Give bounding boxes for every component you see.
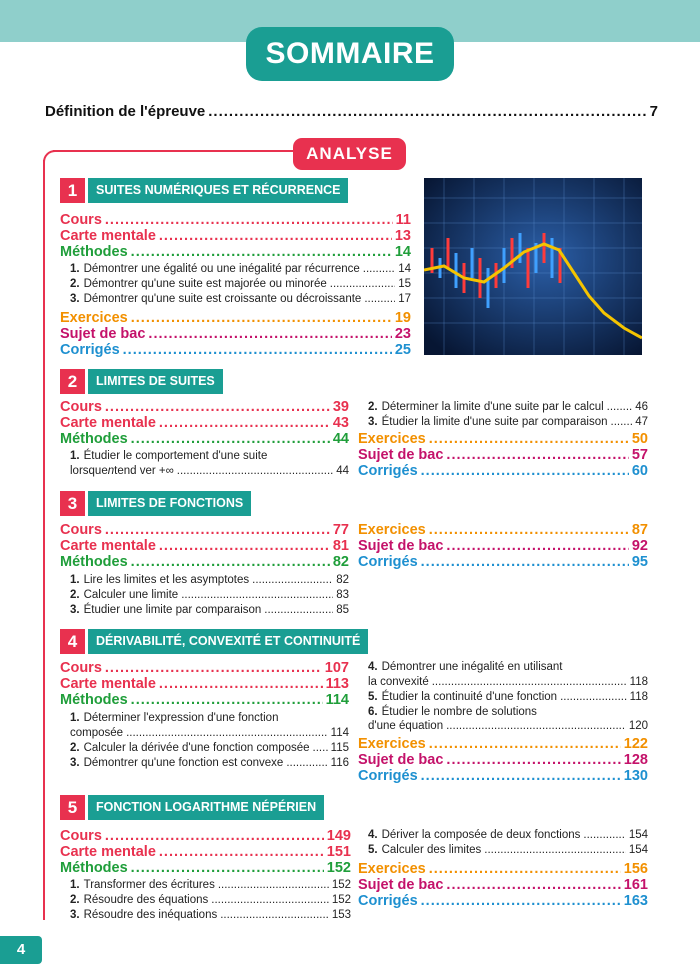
method-text: Démontrer qu'une fonction est convexe [83,757,284,769]
method-page: 154 [628,844,648,856]
entry-label: Exercices [358,861,426,877]
method-page: 120 [628,720,648,732]
chapter-5-cours[interactable] [60,828,351,845]
method-number: 1. [70,574,80,586]
chapter-2-heading [60,369,223,394]
entry-label: Sujet de bac [358,877,444,893]
method-number: 1. [70,263,80,275]
chapter-3-exercices[interactable] [358,522,648,539]
leader-dots [131,860,324,877]
method-text: Étudier le comportement d'une suite [83,450,268,462]
chapter-title: FONCTION LOGARITHME NÉPÉRIEN [88,795,324,820]
leader-dots [159,415,330,432]
chapter-2-cours[interactable] [60,399,349,416]
chapter-1-methodes[interactable] [60,244,411,261]
entry-label: Méthodes [60,554,128,570]
entry-label: Exercices [60,310,128,326]
entry-label: Carte mentale [60,415,156,431]
stock-chart-photo [424,178,642,355]
leader-dots [330,277,395,292]
entry-label: Cours [60,660,102,676]
chapter-title: DÉRIVABILITÉ, CONVEXITÉ ET CONTINUITÉ [88,629,368,654]
entry-page: 60 [631,463,648,479]
leader-dots [208,103,646,120]
chapter-1-carte[interactable] [60,228,411,245]
chapter-1-heading [60,178,348,203]
entry-label: Méthodes [60,860,128,876]
method-number: 3. [70,604,80,616]
entry-page: 152 [326,860,351,876]
entry-page: 122 [623,736,648,752]
leader-dots [131,431,330,448]
method-text-continued: tend ver +∞ [114,465,174,477]
leader-dots [105,399,330,416]
entry-page: 11 [395,212,411,228]
method-number: 5. [368,691,378,703]
definition-page: 7 [649,103,658,120]
chapter-3-sujet[interactable] [358,538,648,555]
chapter-1-method-1[interactable] [70,262,411,277]
leader-dots [429,861,621,878]
entry-page: 130 [623,768,648,784]
chapter-5-exercices[interactable] [358,861,648,878]
method-number: 2. [70,894,80,906]
entry-label: Corrigés [358,463,418,479]
chapter-5-method-5[interactable] [368,843,648,858]
method-page: 15 [398,278,411,290]
entry-page: 163 [623,893,648,909]
chapter-4-method-3[interactable] [70,756,349,771]
entry-label: Carte mentale [60,676,156,692]
chapter-number: 3 [60,491,85,516]
entry-page: 161 [623,877,648,893]
chapter-5-sujet[interactable] [358,877,648,894]
method-number: 5. [368,844,378,856]
chapter-4-method-1-line-2[interactable] [70,726,349,741]
entry-page: 13 [394,228,411,244]
entry-label: Cours [60,828,102,844]
leader-dots [364,292,395,307]
leader-dots [560,690,627,705]
leader-dots [159,228,392,245]
method-text-continued: composée [70,727,124,739]
chapter-5-method-3[interactable] [70,908,351,923]
leader-dots [131,244,392,261]
leader-dots [313,741,328,756]
chapter-4-method-6-line-2[interactable] [368,719,648,734]
chapter-5-method-2[interactable] [70,893,351,908]
leader-dots [363,262,395,277]
method-number: 2. [70,589,80,601]
leader-dots [105,828,324,845]
leader-dots [159,844,324,861]
chapter-3-heading [60,491,251,516]
method-text: Démontrer une égalité ou une inégalité par récurrence [83,263,360,275]
entry-page: 151 [326,844,351,860]
leader-dots [432,675,627,690]
chapter-2-methodes[interactable] [60,431,349,448]
leader-dots [131,310,392,327]
method-number: 6. [368,706,378,718]
entry-page: 43 [332,415,349,431]
chapter-4-method-4-line-2[interactable] [368,675,648,690]
method-text: Déterminer la limite d'une suite par le calcul [381,401,604,413]
chapter-1-exercices[interactable] [60,310,411,327]
leader-dots [421,463,629,480]
chapter-4-heading [60,629,368,654]
method-page: 154 [628,829,648,841]
method-text: Démontrer qu'une suite est majorée ou minorée [83,278,327,290]
chapter-4-method-2[interactable] [70,741,349,756]
entry-label: Sujet de bac [358,538,444,554]
leader-dots [123,342,392,359]
entry-page: 23 [394,326,411,342]
method-text-continued: lorsque [70,465,108,477]
entry-page: 92 [631,538,648,554]
entry-label: Cours [60,399,102,415]
chapter-4-carte[interactable] [60,676,349,693]
entry-page: 77 [332,522,349,538]
entry-label: Cours [60,522,102,538]
method-number: 2. [70,278,80,290]
chapter-5-method-4[interactable] [368,828,648,843]
method-text: Démontrer qu'une suite est croissante ou décroissante [83,293,362,305]
chapter-4-method-6-line-1[interactable] [368,705,537,720]
entry-page: 156 [623,861,648,877]
section-frame-vertical [43,160,45,920]
method-page: 17 [398,293,411,305]
chapter-3-cours[interactable] [60,522,349,539]
chapter-5-heading [60,795,324,820]
method-text: Déterminer l'expression d'une fonction [83,712,279,724]
chapter-5-corriges[interactable] [358,893,648,910]
leader-dots [218,878,329,893]
method-page: 82 [336,574,349,586]
method-number: 2. [368,401,378,413]
chapter-2-sujet[interactable] [358,447,648,464]
entry-page: 19 [394,310,411,326]
entry-label: Exercices [358,431,426,447]
chapter-4-cours[interactable] [60,660,349,677]
method-number: 4. [368,829,378,841]
chapter-2-exercices[interactable] [358,431,648,448]
method-variable: n [107,465,115,477]
leader-dots [211,893,329,908]
leader-dots [583,828,625,843]
method-text: Calculer la dérivée d'une fonction composée [83,742,310,754]
entry-page: 114 [325,692,349,708]
entry-label: Sujet de bac [358,752,444,768]
method-page: 118 [629,676,648,688]
entry-page: 81 [332,538,349,554]
entry-page: 87 [631,522,648,538]
chapter-number: 2 [60,369,85,394]
entry-page: 95 [631,554,648,570]
chapter-3-method-2[interactable] [70,588,349,603]
entry-label: Exercices [358,522,426,538]
chapter-2-carte[interactable] [60,415,349,432]
leader-dots [611,415,633,430]
chapter-1-sujet[interactable] [60,326,411,343]
method-number: 4. [368,661,378,673]
page-title: SOMMAIRE [246,27,454,81]
entry-label: Exercices [358,736,426,752]
method-text: Transformer des écritures [83,879,215,891]
method-text: Étudier la limite d'une suite par comparaison [381,416,608,428]
chapter-4-method-4-line-1[interactable] [368,660,563,675]
method-number: 1. [70,879,80,891]
method-number: 3. [70,293,80,305]
method-page: 44 [336,465,349,477]
entry-label: Méthodes [60,692,128,708]
method-number: 1. [70,450,80,462]
method-number: 1. [70,712,80,724]
leader-dots [131,692,323,709]
chapter-3-method-3[interactable] [70,603,349,618]
method-page: 118 [629,691,648,703]
method-page: 85 [336,604,349,616]
chapter-2-method-1-line-1[interactable] [70,449,267,464]
leader-dots [484,843,626,858]
leader-dots [421,893,621,910]
leader-dots [446,752,620,769]
method-text: Calculer une limite [83,589,179,601]
method-page: 153 [331,909,351,921]
chapter-number: 1 [60,178,85,203]
chapter-2-method-2[interactable] [368,400,648,415]
entry-page: 113 [325,676,349,692]
leader-dots [446,538,628,555]
chapter-4-methodes[interactable] [60,692,349,709]
method-page: 116 [330,757,349,769]
entry-label: Corrigés [60,342,120,358]
leader-dots [159,538,330,555]
leader-dots [421,554,629,571]
chapter-5-method-1[interactable] [70,878,351,893]
chapter-4-exercices[interactable] [358,736,648,753]
leader-dots [446,447,628,464]
method-page: 14 [398,263,411,275]
definition-entry[interactable] [45,103,658,125]
chapter-4-method-1-line-1[interactable] [70,711,278,726]
leader-dots [446,719,626,734]
entry-label: Carte mentale [60,844,156,860]
leader-dots [105,660,322,677]
chapter-1-method-3[interactable] [70,292,411,307]
method-number: 3. [70,909,80,921]
entry-label: Corrigés [358,768,418,784]
entry-label: Carte mentale [60,538,156,554]
leader-dots [181,588,333,603]
section-frame-horizontal [53,150,296,152]
entry-page: 107 [324,660,349,676]
method-text: Calculer des limites [381,844,482,856]
leader-dots [159,676,323,693]
method-page: 114 [330,727,349,739]
method-number: 3. [368,416,378,428]
method-page: 83 [336,589,349,601]
chapter-2-method-3[interactable] [368,415,648,430]
method-text: Résoudre des inéquations [83,909,218,921]
entry-label: Carte mentale [60,228,156,244]
stock-chart-illustration [424,178,642,355]
method-text: Lire les limites et les asymptotes [83,574,250,586]
method-text: Démontrer une inégalité en utilisant [381,661,563,673]
leader-dots [421,768,621,785]
chapter-5-carte[interactable] [60,844,351,861]
chapter-number: 4 [60,629,85,654]
definition-label: Définition de l'épreuve [45,103,206,120]
chapter-2-method-1-line-2[interactable] [70,464,349,479]
chapter-5-methodes[interactable] [60,860,351,877]
chapter-1-method-2[interactable] [70,277,411,292]
entry-label: Corrigés [358,893,418,909]
chapter-title: SUITES NUMÉRIQUES ET RÉCURRENCE [88,178,348,203]
section-frame-corner [43,150,59,166]
entry-page: 50 [631,431,648,447]
entry-page: 25 [394,342,411,358]
method-page: 47 [635,416,648,428]
chapter-number: 5 [60,795,85,820]
chapter-title: LIMITES DE SUITES [88,369,223,394]
method-text: Dériver la composée de deux fonctions [381,829,581,841]
entry-page: 149 [326,828,351,844]
chapter-4-sujet[interactable] [358,752,648,769]
method-text: Résoudre des équations [83,894,209,906]
method-number: 2. [70,742,80,754]
leader-dots [177,464,333,479]
chapter-title: LIMITES DE FONCTIONS [88,491,251,516]
chapter-3-methodes[interactable] [60,554,349,571]
method-text: Étudier le nombre de solutions [381,706,537,718]
method-text: Étudier la continuité d'une fonction [381,691,558,703]
entry-label: Corrigés [358,554,418,570]
entry-page: 128 [623,752,648,768]
entry-label: Sujet de bac [358,447,444,463]
entry-page: 44 [332,431,349,447]
part-badge: ANALYSE [293,138,406,170]
method-number: 3. [70,757,80,769]
page-number: 4 [0,936,42,964]
leader-dots [264,603,333,618]
leader-dots [429,522,629,539]
leader-dots [220,908,329,923]
entry-label: Cours [60,212,102,228]
method-page: 46 [635,401,648,413]
chapter-1-cours[interactable] [60,212,411,229]
method-text: Étudier une limite par comparaison [83,604,262,616]
entry-page: 57 [631,447,648,463]
leader-dots [429,736,621,753]
leader-dots [607,400,633,415]
leader-dots [446,877,620,894]
leader-dots [105,522,330,539]
chapter-1-corriges[interactable] [60,342,411,359]
chapter-3-method-1[interactable] [70,573,349,588]
method-text-continued: d'une équation [368,720,444,732]
chapter-4-method-5[interactable] [368,690,648,705]
leader-dots [148,326,391,343]
leader-dots [252,573,333,588]
leader-dots [105,212,393,229]
leader-dots [286,756,327,771]
method-page: 152 [331,879,351,891]
leader-dots [131,554,330,571]
chapter-4-corriges[interactable] [358,768,648,785]
chapter-3-corriges[interactable] [358,554,648,571]
leader-dots [429,431,629,448]
chapter-3-carte[interactable] [60,538,349,555]
entry-page: 82 [332,554,349,570]
method-text-continued: la convexité [368,676,429,688]
entry-page: 39 [332,399,349,415]
chapter-2-corriges[interactable] [358,463,648,480]
entry-page: 14 [394,244,411,260]
method-page: 152 [331,894,351,906]
leader-dots [126,726,328,741]
entry-label: Sujet de bac [60,326,146,342]
method-page: 115 [330,742,349,754]
entry-label: Méthodes [60,431,128,447]
entry-label: Méthodes [60,244,128,260]
